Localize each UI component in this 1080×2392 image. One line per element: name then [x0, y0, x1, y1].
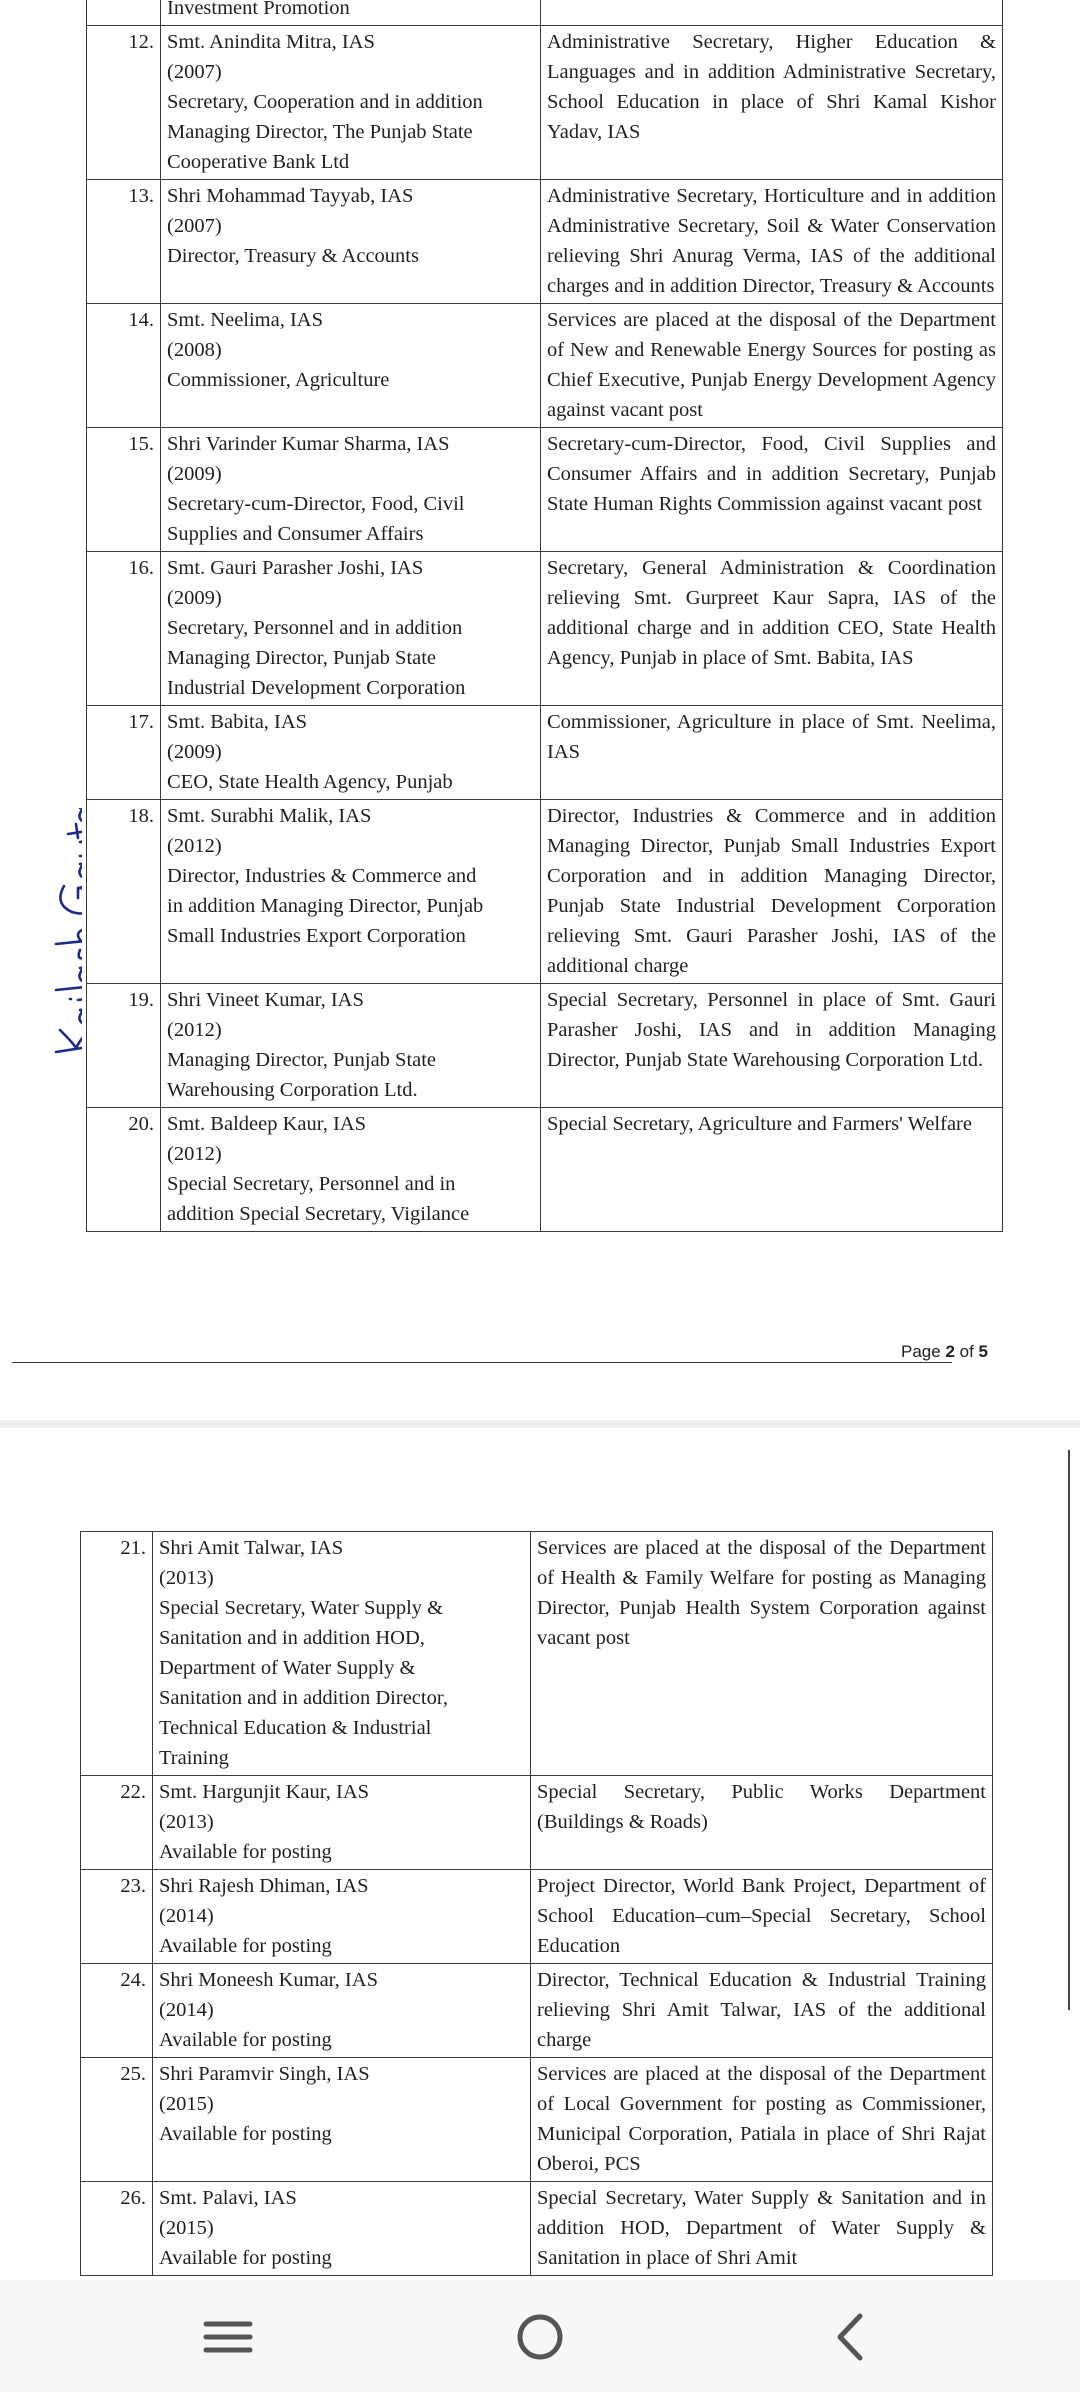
officer-details [153, 1964, 531, 2058]
officer-line: Smt. Babita, IAS [167, 711, 308, 733]
serial-number: 19. [87, 984, 161, 1108]
new-posting: Commissioner, Agriculture in place of Smt. Neelima, IAS [541, 706, 1003, 800]
serial-number: 15. [87, 428, 161, 552]
officer-line: (2008) [167, 339, 222, 361]
officer-line: Shri Moneesh Kumar, IAS [159, 1969, 378, 1991]
new-posting: Special Secretary, Water Supply & Sanitation and in addition HOD, Department of Water Supply & Sanitation in place of Shri Amit [531, 2182, 993, 2276]
new-posting: Secretary-cum-Director, Food, Civil Supplies and Consumer Affairs and in addition Secretary, Punjab State Human Rights Commission against vacant post [541, 428, 1003, 552]
officer-details [153, 1532, 531, 1776]
officer-details [161, 304, 541, 428]
officer-line: (2009) [167, 587, 222, 609]
new-posting [541, 0, 1003, 26]
officer-line: Technical Education & Industrial [159, 1717, 432, 1739]
table-row [81, 2058, 993, 2182]
table-row [87, 800, 1003, 984]
page-footer-rule [12, 1362, 952, 1363]
table-row [81, 1776, 993, 1870]
officer-line: Shri Rajesh Dhiman, IAS [159, 1875, 369, 1897]
android-navigation-bar [0, 2280, 1080, 2392]
officer-line: Available for posting [159, 2029, 332, 2051]
officer-line: (2009) [167, 741, 222, 763]
serial-number: 21. [81, 1532, 153, 1776]
serial-number: 26. [81, 2182, 153, 2276]
table-row [87, 180, 1003, 304]
table-row [81, 1532, 993, 1776]
new-posting: Special Secretary, Agriculture and Farmers' Welfare [541, 1108, 1003, 1232]
officer-line: Special Secretary, Water Supply & [159, 1597, 444, 1619]
officer-line: Shri Paramvir Singh, IAS [159, 2063, 370, 2085]
officer-line: (2009) [167, 463, 222, 485]
officer-line: Secretary, Cooperation and in addition [167, 91, 483, 113]
officer-line: Director, Treasury & Accounts [167, 245, 419, 267]
officer-line: Managing Director, Punjab State [167, 647, 437, 669]
officer-line: Special Secretary, Personnel and in [167, 1173, 456, 1195]
new-posting: Administrative Secretary, Higher Education & Languages and in addition Administrative Secretary, School Education in place of Shri Kamal Kishor Yadav, IAS [541, 26, 1003, 180]
officer-details [161, 706, 541, 800]
table-row [81, 1870, 993, 1964]
officer-line: Shri Mohammad Tayyab, IAS [167, 185, 414, 207]
home-circle-icon [480, 2302, 600, 2372]
home-button[interactable] [480, 2302, 600, 2372]
officer-line: Investment Promotion [167, 0, 350, 19]
officer-line: Available for posting [159, 1935, 332, 1957]
officer-line: Available for posting [159, 2123, 332, 2145]
officer-line: (2012) [167, 1019, 222, 1041]
officer-line: Director, Industries & Commerce and [167, 865, 477, 887]
serial-number: 13. [87, 180, 161, 304]
officer-line: (2015) [159, 2093, 214, 2115]
posting-table-page-3 [80, 1531, 993, 2276]
officer-details [161, 984, 541, 1108]
table-row [87, 428, 1003, 552]
officer-line: (2015) [159, 2217, 214, 2239]
officer-line: Smt. Palavi, IAS [159, 2187, 297, 2209]
serial-number [87, 0, 161, 26]
officer-details [153, 2182, 531, 2276]
table-row [81, 1964, 993, 2058]
recent-apps-button[interactable] [168, 2302, 288, 2372]
officer-details [161, 0, 541, 26]
officer-line: (2012) [167, 1143, 222, 1165]
table-row [87, 552, 1003, 706]
officer-details [161, 180, 541, 304]
table-row [87, 706, 1003, 800]
officer-line: in addition Managing Director, Punjab [167, 895, 484, 917]
officer-line: (2013) [159, 1567, 214, 1589]
officer-line: Shri Amit Talwar, IAS [159, 1537, 344, 1559]
new-posting: Services are placed at the disposal of the Department of Health & Family Welfare for posting as Managing Director, Punjab Health System Corporation against vacant post [531, 1532, 993, 1776]
officer-line: Small Industries Export Corporation [167, 925, 466, 947]
officer-line: Smt. Baldeep Kaur, IAS [167, 1113, 367, 1135]
officer-details [161, 1108, 541, 1232]
officer-line: Smt. Surabhi Malik, IAS [167, 805, 372, 827]
serial-number: 24. [81, 1964, 153, 2058]
serial-number: 17. [87, 706, 161, 800]
officer-details [161, 26, 541, 180]
officer-line: Sanitation and in addition HOD, [159, 1627, 425, 1649]
officer-line: (2014) [159, 1999, 214, 2021]
serial-number: 23. [81, 1870, 153, 1964]
officer-line: CEO, State Health Agency, Punjab [167, 771, 453, 793]
officer-line: Smt. Neelima, IAS [167, 309, 324, 331]
table-row [87, 1108, 1003, 1232]
officer-line: Sanitation and in addition Director, [159, 1687, 448, 1709]
officer-line: Shri Varinder Kumar Sharma, IAS [167, 433, 450, 455]
serial-number: 16. [87, 552, 161, 706]
new-posting: Project Director, World Bank Project, Department of School Education–cum–Special Secretary, School Education [531, 1870, 993, 1964]
document-page-3 [0, 1428, 1080, 2280]
officer-line: (2012) [167, 835, 222, 857]
new-posting: Special Secretary, Public Works Department (Buildings & Roads) [531, 1776, 993, 1870]
officer-line: Industrial Development Corporation [167, 677, 466, 699]
serial-number: 25. [81, 2058, 153, 2182]
officer-line: Commissioner, Agriculture [167, 369, 390, 391]
serial-number: 14. [87, 304, 161, 428]
table-row [87, 0, 1003, 26]
officer-line: Managing Director, The Punjab State [167, 121, 473, 143]
officer-line: Available for posting [159, 2247, 332, 2269]
posting-table-page-2 [86, 0, 1003, 1232]
officer-line: Secretary, Personnel and in addition [167, 617, 463, 639]
serial-number: 12. [87, 26, 161, 180]
officer-line: Warehousing Corporation Ltd. [167, 1079, 418, 1101]
page-number: Page 2 of 5 [901, 1342, 988, 1361]
table-row [81, 2182, 993, 2276]
officer-line: (2007) [167, 215, 222, 237]
new-posting: Services are placed at the disposal of the Department of Local Government for posting as Commissioner, Municipal Corporation, Patiala in place of Shri Rajat Oberoi, PCS [531, 2058, 993, 2182]
table-row [87, 984, 1003, 1108]
officer-line: (2014) [159, 1905, 214, 1927]
officer-line: Smt. Anindita Mitra, IAS [167, 31, 375, 53]
new-posting: Special Secretary, Personnel in place of Smt. Gauri Parasher Joshi, IAS and in addition Managing Director, Punjab State Warehousing Corporation Ltd. [541, 984, 1003, 1108]
officer-details [161, 800, 541, 984]
new-posting: Administrative Secretary, Horticulture and in addition Administrative Secretary, Soil & Water Conservation relieving Shri Anurag Verma, IAS of the additional charges and in addition Director, Treasury & Accounts [541, 180, 1003, 304]
officer-details [161, 552, 541, 706]
table-row [87, 304, 1003, 428]
officer-line: addition Special Secretary, Vigilance [167, 1203, 470, 1225]
new-posting: Director, Technical Education & Industrial Training relieving Shri Amit Talwar, IAS of the additional charge [531, 1964, 993, 2058]
officer-details [153, 1776, 531, 1870]
serial-number: 20. [87, 1108, 161, 1232]
new-posting: Services are placed at the disposal of the Department of New and Renewable Energy Sources for posting as Chief Executive, Punjab Energy Development Agency against vacant post [541, 304, 1003, 428]
officer-line: Department of Water Supply & [159, 1657, 416, 1679]
serial-number: 22. [81, 1776, 153, 1870]
officer-line: Available for posting [159, 1841, 332, 1863]
officer-details [161, 428, 541, 552]
serial-number: 18. [87, 800, 161, 984]
officer-line: (2007) [167, 61, 222, 83]
recent-apps-icon [168, 2302, 288, 2372]
officer-line: Cooperative Bank Ltd [167, 151, 350, 173]
officer-line: Smt. Gauri Parasher Joshi, IAS [167, 557, 424, 579]
officer-line: Smt. Hargunjit Kaur, IAS [159, 1781, 370, 1803]
table-row [87, 26, 1003, 180]
officer-line: Training [159, 1747, 229, 1769]
new-posting: Secretary, General Administration & Coordination relieving Smt. Gurpreet Kaur Sapra, IAS of the additional charge and in addition CEO, State Health Agency, Punjab in place of Smt. Babita, IAS [541, 552, 1003, 706]
back-button[interactable] [790, 2302, 910, 2372]
officer-line: Secretary-cum-Director, Food, Civil [167, 493, 465, 515]
officer-line: Shri Vineet Kumar, IAS [167, 989, 364, 1011]
back-chevron-icon [790, 2302, 910, 2372]
officer-details [153, 2058, 531, 2182]
page-edge [1068, 1450, 1070, 2010]
officer-details [153, 1870, 531, 1964]
handwritten-signature [8, 808, 82, 1058]
new-posting: Director, Industries & Commerce and in addition Managing Director, Punjab Small Industries Export Corporation and in addition Managing Director, Punjab State Industrial Development Corporation relieving Smt. Gauri Parasher Joshi, IAS of the additional charge [541, 800, 1003, 984]
officer-line: Managing Director, Punjab State [167, 1049, 437, 1071]
officer-line: (2013) [159, 1811, 214, 1833]
officer-line: Supplies and Consumer Affairs [167, 523, 424, 545]
